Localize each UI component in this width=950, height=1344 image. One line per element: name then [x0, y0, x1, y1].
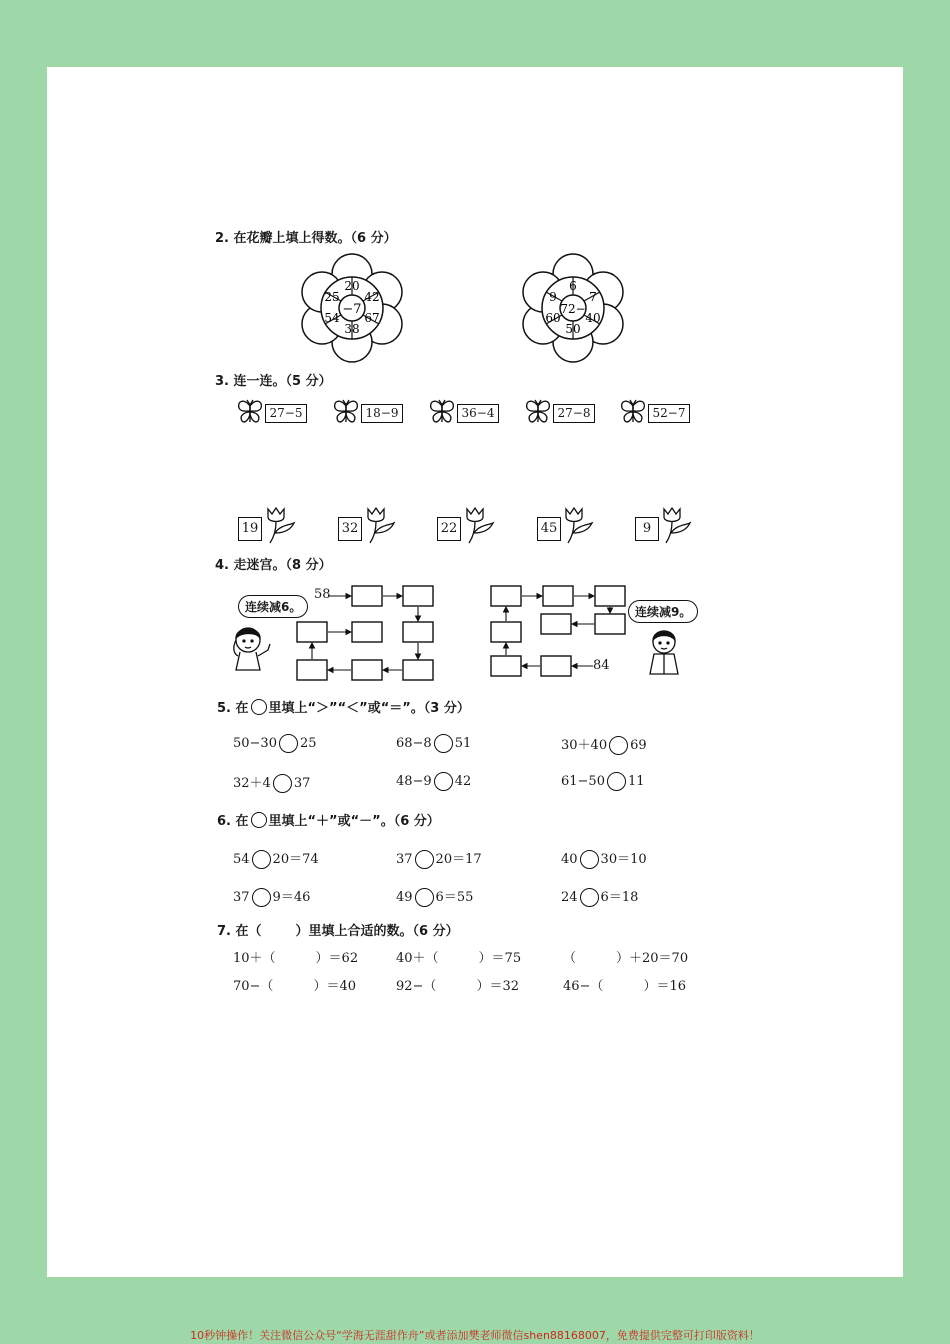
- expression-card: 27−8: [553, 404, 595, 423]
- q5-right: 11: [627, 774, 645, 789]
- worksheet-page: [47, 67, 903, 1277]
- q5-item: [396, 734, 471, 753]
- flower-2-petal: 7: [589, 290, 597, 304]
- answer-circle[interactable]: [609, 736, 628, 755]
- q7-item: [563, 947, 688, 966]
- answer-circle[interactable]: [607, 772, 626, 791]
- q7-right: ）＝40: [313, 979, 356, 994]
- q6-right: 20＝74: [272, 852, 319, 867]
- maze-right-start: 84: [593, 658, 610, 673]
- q6-right: 6＝18: [600, 890, 639, 905]
- boy-icon: [640, 626, 690, 678]
- q7-right: ）＝62: [315, 951, 359, 966]
- q2-title: 2. 在花瓣上填上得数。（6 分）: [215, 231, 397, 246]
- speech-bubble-right: 连续减9。: [628, 600, 698, 623]
- q6-title: [217, 810, 440, 829]
- q7-title-pre: 7. 在（: [217, 924, 262, 939]
- q6-item: [396, 886, 473, 907]
- q6-item: [233, 886, 310, 907]
- q6-left: 37: [396, 852, 413, 867]
- expression-card: 18−9: [361, 404, 403, 423]
- flower-2: [523, 254, 623, 362]
- answer-card: 32: [338, 517, 362, 541]
- expression-card: 27−5: [265, 404, 307, 423]
- q7-item: [563, 975, 686, 994]
- q7-left: 10＋（: [233, 951, 276, 966]
- q5-left: 30＋40: [561, 738, 608, 753]
- q7-item: [396, 947, 521, 966]
- q7-left: 46−（: [563, 979, 604, 994]
- flower-1-petal: 25: [324, 290, 340, 304]
- blank-circle-icon: [251, 699, 267, 715]
- flower-2-petal: 6: [569, 279, 577, 293]
- q5-item: [233, 734, 317, 753]
- flower-2-petal: 50: [565, 322, 581, 336]
- tulip-icon: [362, 505, 396, 545]
- q5-right: 51: [454, 736, 472, 751]
- q5-left: 48−9: [396, 774, 432, 789]
- q7-item: [233, 947, 358, 966]
- q6-left: 40: [561, 852, 578, 867]
- answer-card: 19: [238, 517, 262, 541]
- q5-right: 37: [293, 776, 311, 791]
- q7-right: ）＝75: [478, 951, 522, 966]
- answer-circle[interactable]: [580, 888, 599, 907]
- flower-2-petal: 60: [545, 311, 561, 325]
- q6-right: 9＝46: [272, 890, 311, 905]
- flower-1: [302, 254, 402, 362]
- tulip-icon: [262, 505, 296, 545]
- q7-right: ）＝32: [476, 979, 519, 994]
- q7-title-post: ）里填上合适的数。（6 分）: [295, 924, 459, 939]
- q5-item: [561, 772, 645, 791]
- flower-1-petal: 38: [344, 322, 360, 336]
- answer-circle[interactable]: [273, 774, 292, 793]
- flower-2-petal: 40: [585, 311, 601, 325]
- blank-circle-icon: [251, 812, 267, 828]
- answer-card: 9: [635, 517, 659, 541]
- q5-left: 61−50: [561, 774, 605, 789]
- flower-2-center: 72−: [560, 302, 586, 316]
- expression-card: 36−4: [457, 404, 499, 423]
- answer-circle[interactable]: [415, 850, 434, 869]
- q5-left: 68−8: [396, 736, 432, 751]
- q6-title-pre: 6. 在: [217, 814, 249, 829]
- q6-left: 54: [233, 852, 250, 867]
- q5-title: [217, 697, 470, 716]
- answer-card: 22: [437, 517, 461, 541]
- q7-left: 40＋（: [396, 951, 439, 966]
- butterfly-icon: [428, 398, 456, 426]
- q5-left: 32＋4: [233, 776, 271, 791]
- flower-1-petal: 54: [324, 311, 340, 325]
- q7-left: 70−（: [233, 979, 274, 994]
- answer-circle[interactable]: [252, 850, 271, 869]
- q7-right: ）＝16: [643, 979, 686, 994]
- q7-title: [217, 920, 459, 939]
- q6-right: 6＝55: [435, 890, 474, 905]
- tulip-icon: [461, 505, 495, 545]
- flower-1-petal: 42: [364, 290, 380, 304]
- q6-right: 20＝17: [435, 852, 482, 867]
- q6-item: [561, 886, 638, 907]
- q5-right: 69: [630, 738, 647, 753]
- q3-title: 3. 连一连。（5 分）: [215, 374, 332, 389]
- q5-title-pre: 5. 在: [217, 701, 249, 716]
- q7-left: （: [563, 951, 577, 966]
- answer-circle[interactable]: [580, 850, 599, 869]
- q5-right: 25: [299, 736, 317, 751]
- answer-card: 45: [537, 517, 561, 541]
- maze-left-start: 58: [314, 587, 331, 602]
- q6-item: [561, 848, 647, 869]
- flower-1-petal: 20: [344, 279, 360, 293]
- answer-circle[interactable]: [415, 888, 434, 907]
- q5-item: [396, 772, 471, 791]
- q5-title-post: 里填上“＞”“＜”或“＝”。（3 分）: [268, 701, 470, 716]
- q6-item: [233, 848, 319, 869]
- flower-2-petal: 9: [549, 290, 557, 304]
- q6-left: 49: [396, 890, 413, 905]
- q7-item: [233, 975, 356, 994]
- q6-item: [396, 848, 482, 869]
- flower-1-petal: 67: [364, 311, 380, 325]
- maze-right: [488, 580, 633, 685]
- q6-right: 30＝10: [600, 852, 647, 867]
- q7-right: ）＋20＝70: [616, 951, 689, 966]
- answer-circle[interactable]: [434, 772, 453, 791]
- q5-item: [233, 772, 310, 793]
- butterfly-icon: [619, 398, 647, 426]
- q4-title: 4. 走迷宫。（8 分）: [215, 558, 332, 573]
- q5-item: [561, 734, 647, 755]
- answer-circle[interactable]: [279, 734, 298, 753]
- flower-1-center: −7: [342, 302, 362, 317]
- q7-item: [396, 975, 519, 994]
- tulip-icon: [658, 505, 692, 545]
- q5-right: 42: [454, 774, 472, 789]
- q6-left: 37: [233, 890, 250, 905]
- butterfly-icon: [524, 398, 552, 426]
- tulip-icon: [560, 505, 594, 545]
- q5-left: 50−30: [233, 736, 277, 751]
- promo-footer: 10秒钟操作！关注微信公众号“学海无涯甜作舟”或者添加樊老师微信shen88168007，免费提供完整可打印版资料！: [190, 1329, 760, 1342]
- q6-left: 24: [561, 890, 578, 905]
- girl-icon: [228, 622, 280, 674]
- answer-circle[interactable]: [252, 888, 271, 907]
- q6-title-post: 里填上“＋”或“－”。（6 分）: [268, 814, 440, 829]
- butterfly-icon: [236, 398, 264, 426]
- maze-left: [290, 580, 440, 685]
- butterfly-icon: [332, 398, 360, 426]
- q7-left: 92−（: [396, 979, 437, 994]
- expression-card: 52−7: [648, 404, 690, 423]
- speech-bubble-left: 连续减6。: [238, 595, 308, 618]
- answer-circle[interactable]: [434, 734, 453, 753]
